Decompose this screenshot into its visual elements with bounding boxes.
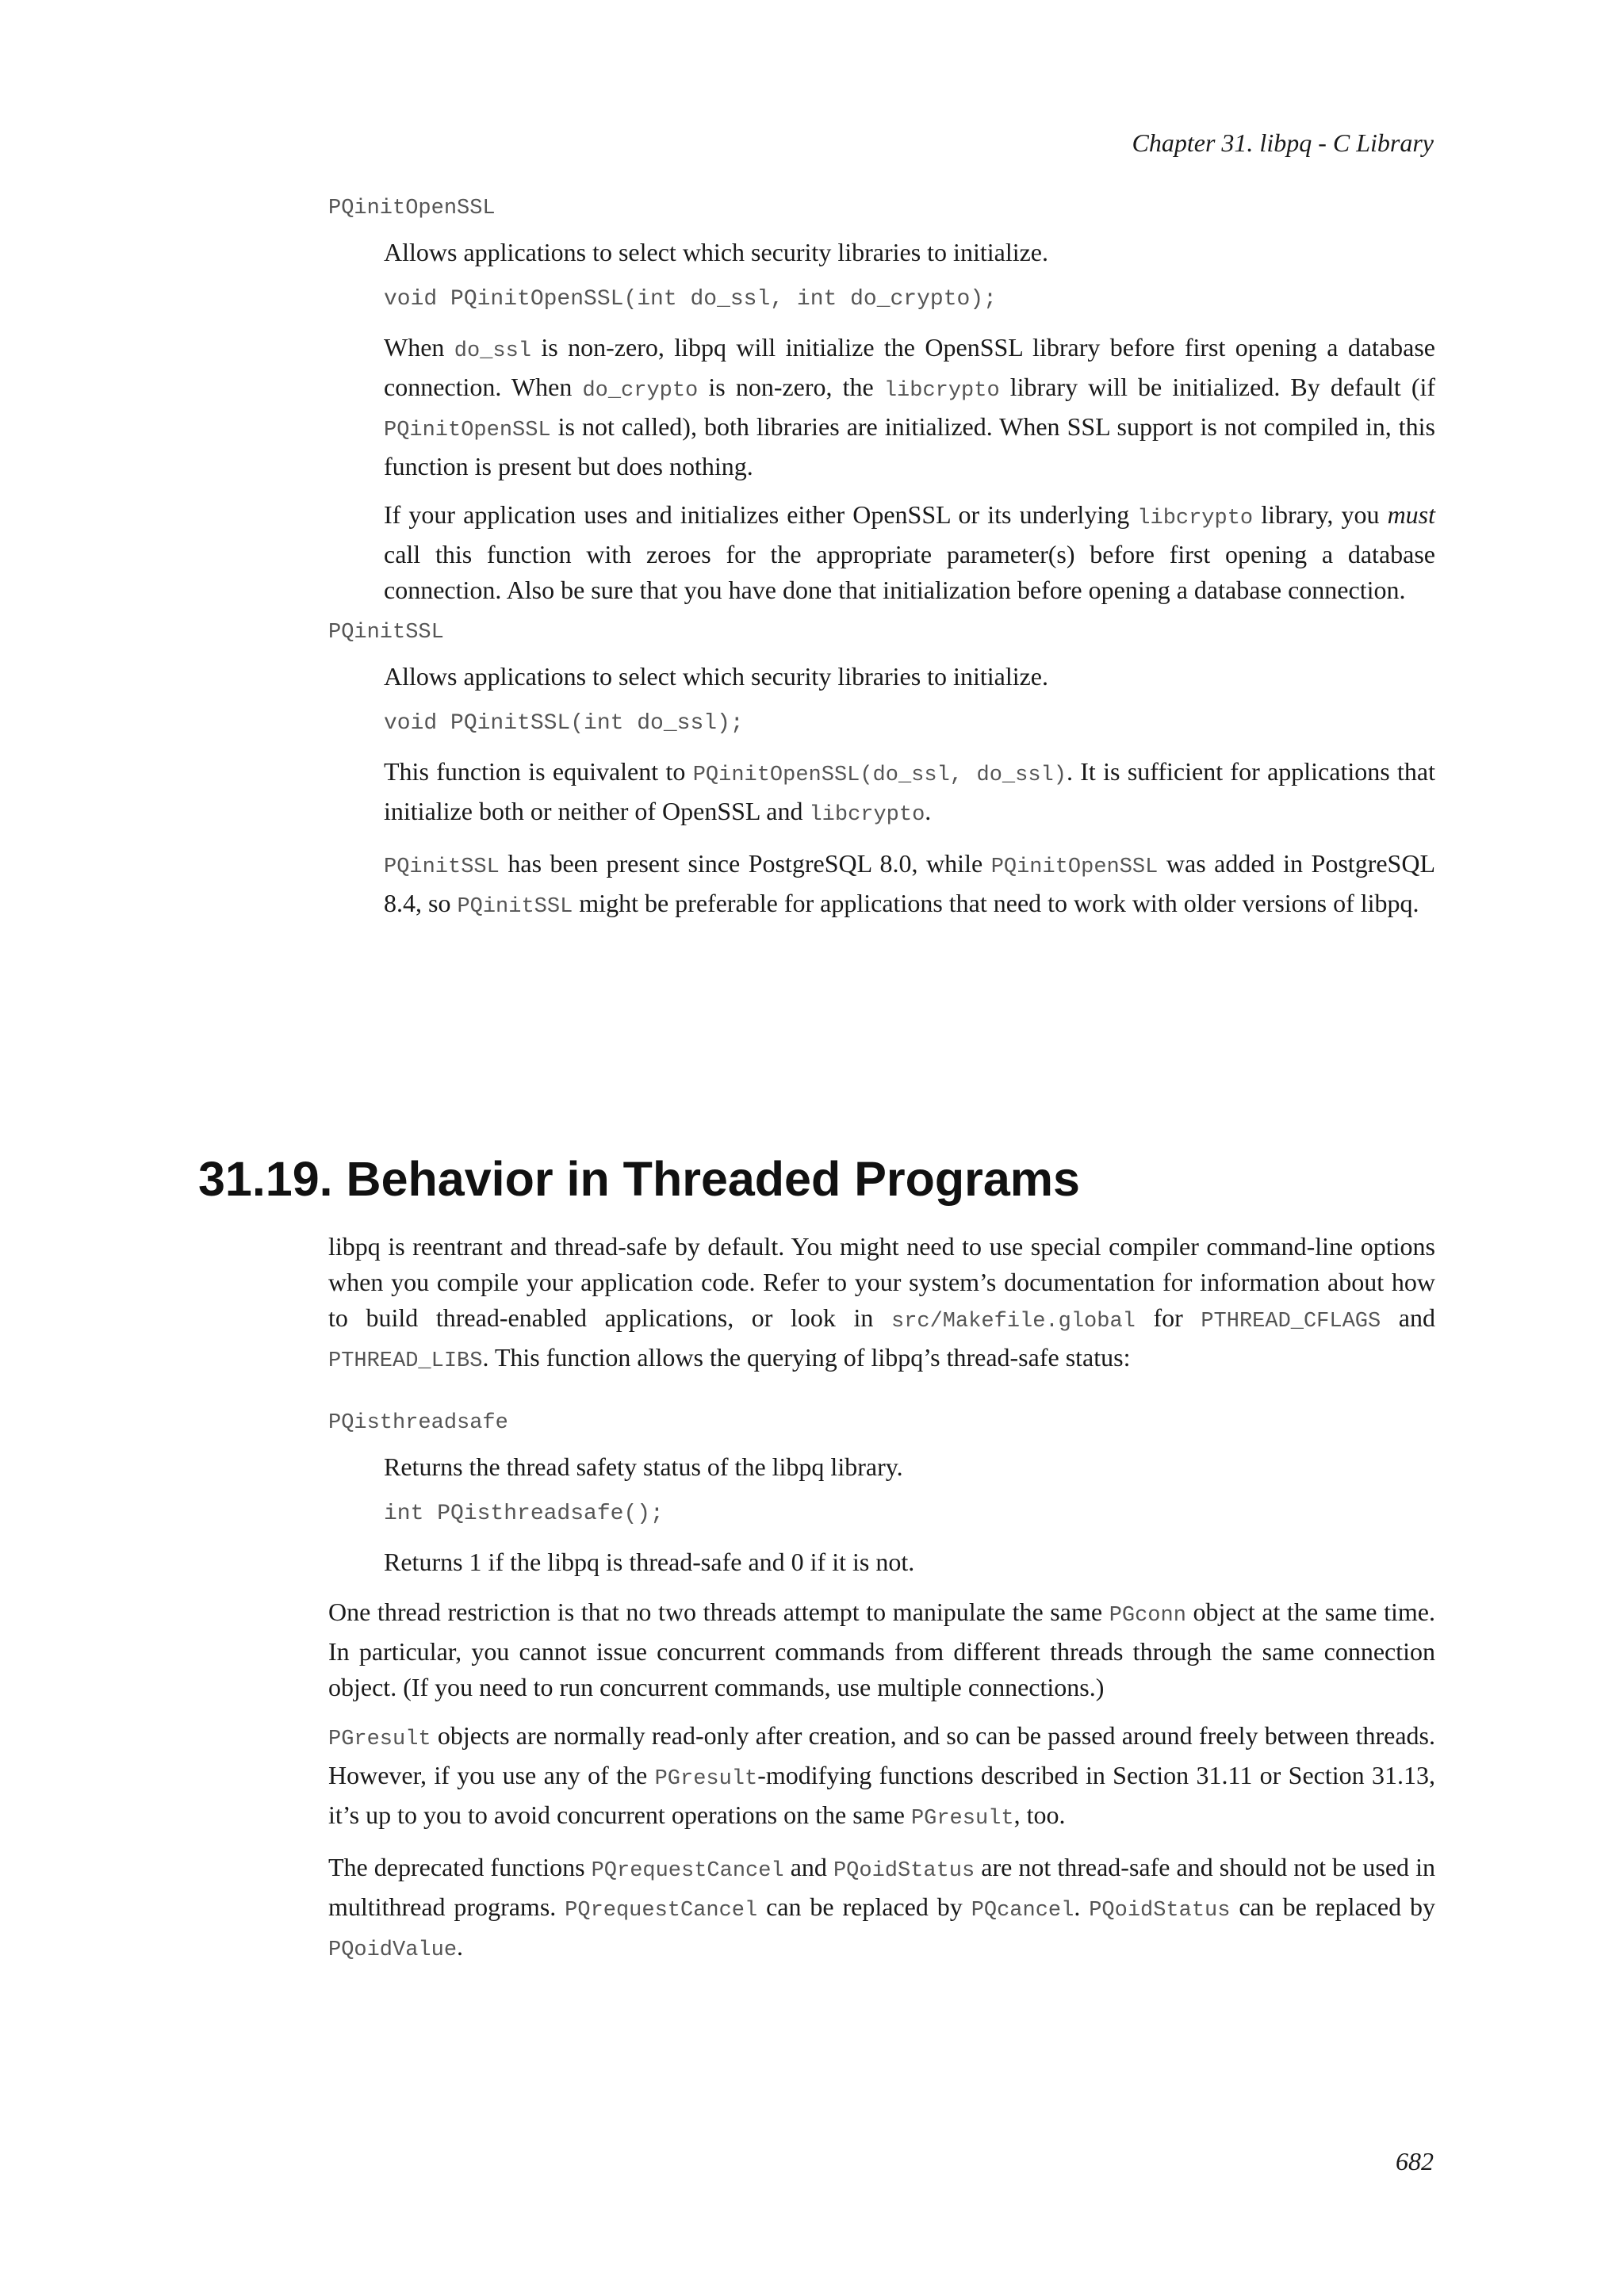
term-pqinitopenssl: PQinitOpenSSL — [328, 197, 496, 220]
code-signature: void PQinitSSL(int do_ssl); — [384, 711, 744, 736]
paragraph: Returns 1 if the libpq is thread-safe and 0 if it is not. — [384, 1548, 915, 1576]
function-list — [328, 197, 1435, 925]
term-pqinitssl: PQinitSSL — [328, 621, 444, 645]
section-body — [328, 1229, 1435, 1969]
description: Returns the thread safety status of the libpq library. — [384, 1452, 903, 1481]
code-signature: void PQinitOpenSSL(int do_ssl, int do_crypto); — [384, 287, 997, 312]
description: Allows applications to select which security libraries to initialize. — [384, 238, 1048, 266]
paragraph: PQinitSSL has been present since PostgreSQL 8.0, while PQinitOpenSSL was added in PostgreSQL 8.4, so PQinitSSL might be preferable for applications that need to work with older versions of libpq. — [384, 849, 1436, 919]
paragraph: This function is equivalent to PQinitOpenSSL(do_ssl, do_ssl). It is sufficient for applications that initialize both or neither of OpenSSL and libcrypto. — [384, 757, 1436, 827]
page-number: 682 — [1396, 2147, 1434, 2175]
paragraph: PGresult objects are normally read-only after creation, and so can be passed around freely between threads. However, if you use any of the PGresult-modifying functions described in Section 31.11 or Section 31.13, it’s up to you to avoid concurrent operations on the same PGresult, too. — [328, 1721, 1436, 1831]
paragraph: The deprecated functions PQrequestCancel and PQoidStatus are not thread-safe and should not be used in multithread programs. PQrequestCancel can be replaced by PQcancel. PQoidStatus can be replaced by PQoidValue. — [328, 1853, 1436, 1962]
term-pqisthreadsafe: PQisthreadsafe — [328, 1411, 508, 1435]
description: Allows applications to select which security libraries to initialize. — [384, 662, 1048, 691]
running-header: Chapter 31. libpq - C Library — [1132, 128, 1434, 157]
code-signature: int PQisthreadsafe(); — [384, 1502, 664, 1526]
section-title: 31.19. Behavior in Threaded Programs — [198, 1152, 1080, 1206]
paragraph: libpq is reentrant and thread-safe by default. You might need to use special compiler command-line options when you compile your application code. Refer to your system’s documentation for information about how to build thread-enabled applications, or look in src/Makefile.global for PTHREAD_CFLAGS and PTHREAD_LIBS. This function allows the querying of libpq’s thread-safe status: — [328, 1232, 1435, 1373]
paragraph: When do_ssl is non-zero, libpq will initialize the OpenSSL library before first opening a database connection. When do_crypto is non-zero, the libcrypto library will be initialized. By default (if PQinitOpenSSL is not called), both libraries are initialized. When SSL support is not compiled in, this function is present but does nothing. — [384, 333, 1436, 480]
paragraph: One thread restriction is that no two threads attempt to manipulate the same PGconn object at the same time. In particular, you cannot issue concurrent commands from different threads through the same connection object. (If you need to run concurrent commands, use multiple connections.) — [328, 1598, 1436, 1701]
entry-pqinitssl — [384, 659, 1435, 925]
paragraph: If your application uses and initializes either OpenSSL or its underlying libcrypto library, you must call this function with zeroes for the appropriate parameter(s) before first opening a database connection. Also be sure that you have done that initialization before opening a database connection. — [384, 500, 1436, 604]
entry-pqisthreadsafe — [384, 1449, 1435, 1580]
entry-pqinitopenssl — [384, 235, 1435, 608]
